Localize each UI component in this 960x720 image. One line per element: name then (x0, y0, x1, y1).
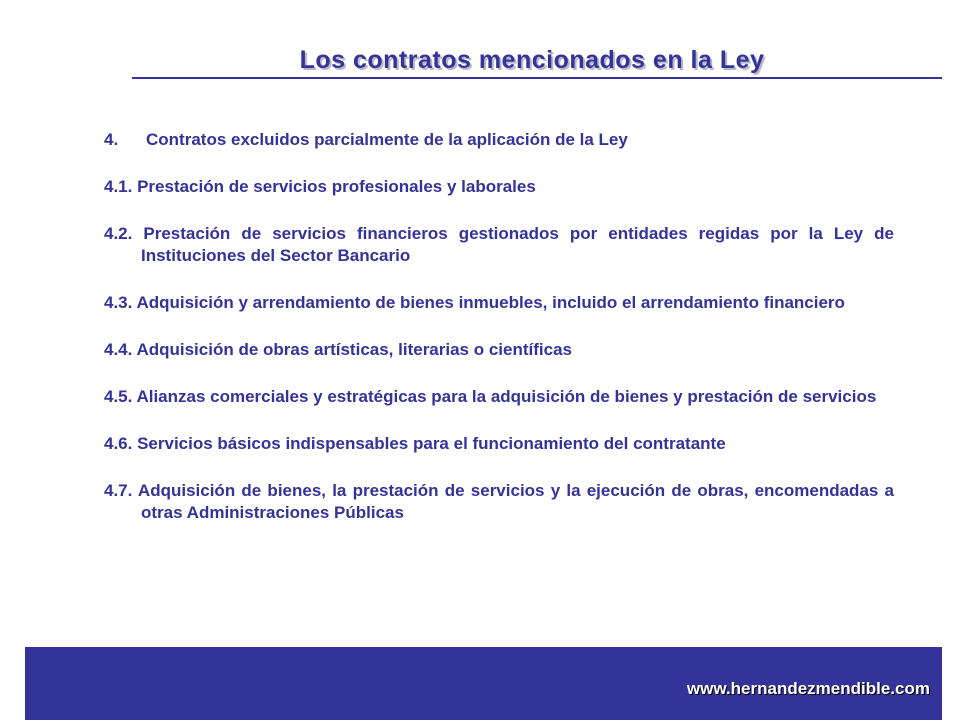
list-item: 4.6. Servicios básicos indispensables para el funcionamiento del contratante (104, 434, 726, 453)
section-heading-text: Contratos excluidos parcialmente de la aplicación de la Ley (146, 130, 628, 149)
content-list (104, 129, 894, 549)
list-item: 4.5. Alianzas comerciales y estratégicas para la adquisición de bienes y prestación de servicios (104, 387, 877, 406)
slide-title: Los contratos mencionados en la Ley (299, 46, 765, 74)
list-item: 4.2. Prestación de servicios financieros gestionados por entidades regidas por la Ley de Instituciones del Sector Bancario (104, 224, 894, 265)
footer-bar (25, 647, 942, 720)
footer-website-link[interactable]: www.hernandezmendible.com (686, 679, 930, 698)
title-underline (132, 77, 942, 79)
list-item: 4.4. Adquisición de obras artísticas, literarias o científicas (104, 340, 572, 359)
list-item: 4.3. Adquisición y arrendamiento de bienes inmuebles, incluido el arrendamiento financiero (104, 293, 845, 312)
section-heading (104, 129, 894, 151)
list-item: 4.1. Prestación de servicios profesionales y laborales (104, 177, 536, 196)
list-item: 4.7. Adquisición de bienes, la prestación de servicios y la ejecución de obras, encomendadas a otras Administraciones Públicas (104, 481, 894, 522)
section-number: 4. (104, 130, 119, 149)
